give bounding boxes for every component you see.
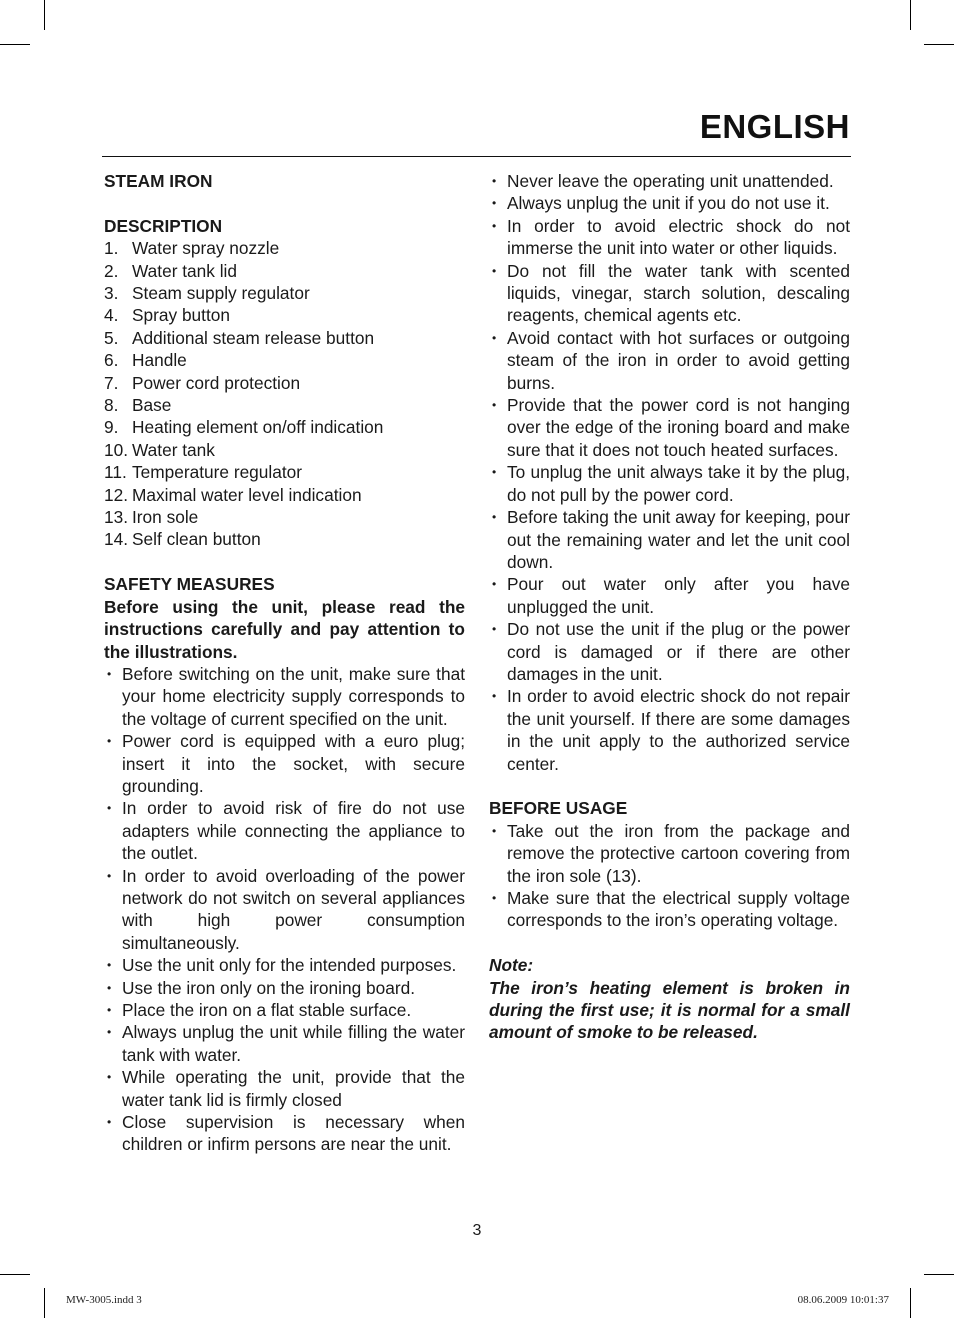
item-text: Base bbox=[132, 395, 172, 416]
safety-list-left bbox=[104, 663, 465, 1156]
safety-intro: Before using the unit, please read the instructions carefully and pay attention to the illustrations. bbox=[104, 596, 465, 662]
crop-mark bbox=[44, 1288, 45, 1318]
bullet-item: • Power cord is equipped with a euro plug; insert it into the socket, with secure grounding. bbox=[104, 730, 465, 797]
language-heading: ENGLISH bbox=[699, 108, 850, 145]
bullet-item: • In order to avoid electric shock do not repair the unit yourself. If there are some damages in the unit apply to the authorized service center. bbox=[489, 685, 850, 775]
product-title: STEAM IRON bbox=[104, 171, 213, 191]
list-item bbox=[104, 484, 465, 506]
bullet-item: • Close supervision is necessary when children or infirm persons are near the unit. bbox=[104, 1111, 465, 1156]
item-number: 9. bbox=[104, 417, 119, 438]
bullet-item: • While operating the unit, provide that the water tank lid is firmly closed bbox=[104, 1066, 465, 1111]
item-number: 8. bbox=[104, 395, 119, 416]
item-number: 4. bbox=[104, 305, 119, 326]
bullet-item: • Before switching on the unit, make sure that your home electricity supply corresponds to the voltage of current specified on the unit. bbox=[104, 663, 465, 730]
bullet-item: • Take out the iron from the package and remove the protective cartoon covering from the iron sole (13). bbox=[489, 820, 850, 887]
list-item bbox=[104, 528, 465, 550]
bullet-item: • Pour out water only after you have unplugged the unit. bbox=[489, 573, 850, 618]
item-text: Heating element on/off indication bbox=[132, 417, 384, 438]
item-number: 6. bbox=[104, 350, 119, 371]
before-usage-list bbox=[489, 820, 850, 932]
item-text: Maximal water level indication bbox=[132, 484, 362, 505]
note-body: The iron’s heating element is broken in during the first use; it is normal for a small amount of smoke to be released. bbox=[489, 977, 850, 1043]
item-number: 11. bbox=[104, 462, 127, 483]
list-item bbox=[104, 461, 465, 483]
description-list bbox=[104, 237, 465, 551]
bullet-item: • Never leave the operating unit unattended. bbox=[489, 170, 850, 192]
list-item bbox=[104, 394, 465, 416]
list-item bbox=[104, 506, 465, 528]
safety-heading: SAFETY MEASURES bbox=[104, 574, 275, 595]
list-item bbox=[104, 260, 465, 282]
note-title: Note: bbox=[489, 955, 534, 976]
bullet-item: • Do not fill the water tank with scented liquids, vinegar, starch solution, descaling reagents, chemical agents etc. bbox=[489, 260, 850, 327]
crop-mark bbox=[910, 0, 911, 30]
item-text: Iron sole bbox=[132, 507, 199, 528]
before-usage-heading: BEFORE USAGE bbox=[489, 798, 628, 819]
item-text: Temperature regulator bbox=[132, 462, 303, 483]
item-text: Water spray nozzle bbox=[132, 238, 280, 259]
bullet-item: • In order to avoid electric shock do not immerse the unit into water or other liquids. bbox=[489, 215, 850, 260]
safety-list-right bbox=[489, 170, 850, 775]
bullet-item: • Place the iron on a flat stable surface. bbox=[104, 999, 465, 1021]
item-number: 13. bbox=[104, 507, 129, 528]
bullet-item: • In order to avoid risk of fire do not use adapters while connecting the appliance to the outlet. bbox=[104, 797, 465, 864]
list-item bbox=[104, 372, 465, 394]
item-text: Water tank bbox=[132, 439, 215, 460]
item-number: 12. bbox=[104, 484, 129, 505]
list-item bbox=[104, 327, 465, 349]
item-text: Power cord protection bbox=[132, 372, 301, 393]
crop-mark bbox=[924, 44, 954, 45]
bullet-item: • In order to avoid overloading of the power network do not switch on several appliances with high power consumption simultaneously. bbox=[104, 865, 465, 955]
page-number: 3 bbox=[472, 1222, 482, 1239]
item-text: Steam supply regulator bbox=[132, 283, 310, 304]
list-item bbox=[104, 349, 465, 371]
description-heading: DESCRIPTION bbox=[104, 215, 223, 236]
crop-mark bbox=[924, 1274, 954, 1275]
bullet-item: • Before taking the unit away for keeping, pour out the remaining water and let the unit cool down. bbox=[489, 506, 850, 573]
item-text: Handle bbox=[132, 350, 187, 371]
item-number: 1. bbox=[104, 238, 119, 259]
list-item bbox=[104, 237, 465, 259]
item-text: Additional steam release button bbox=[132, 327, 375, 348]
left-column bbox=[104, 170, 465, 1156]
bullet-item: • Always unplug the unit while filling the water tank with water. bbox=[104, 1021, 465, 1066]
timestamp: 08.06.2009 10:01:37 bbox=[797, 1294, 889, 1306]
item-text: Self clean button bbox=[132, 529, 261, 550]
bullet-item: • Use the unit only for the intended purposes. bbox=[104, 954, 465, 976]
bullet-item: • Provide that the power cord is not hanging over the edge of the ironing board and make sure that it does not touch heated surfaces. bbox=[489, 394, 850, 461]
item-number: 5. bbox=[104, 327, 119, 348]
item-number: 7. bbox=[104, 372, 119, 393]
header-rule bbox=[102, 156, 851, 157]
bullet-item: • To unplug the unit always take it by the plug, do not pull by the power cord. bbox=[489, 461, 850, 506]
item-number: 14. bbox=[104, 529, 129, 550]
item-text: Spray button bbox=[132, 305, 230, 326]
bullet-item: • Always unplug the unit if you do not use it. bbox=[489, 192, 850, 214]
list-item bbox=[104, 282, 465, 304]
item-text: Water tank lid bbox=[132, 260, 238, 281]
list-item bbox=[104, 439, 465, 461]
item-number: 3. bbox=[104, 283, 119, 304]
bullet-item: • Make sure that the electrical supply voltage corresponds to the iron’s operating voltage. bbox=[489, 887, 850, 932]
crop-mark bbox=[910, 1288, 911, 1318]
list-item bbox=[104, 416, 465, 438]
crop-mark bbox=[0, 1274, 30, 1275]
file-slug: MW-3005.indd 3 bbox=[66, 1294, 142, 1306]
crop-mark bbox=[44, 0, 45, 30]
crop-mark bbox=[0, 44, 30, 45]
bullet-item: • Avoid contact with hot surfaces or outgoing steam of the iron in order to avoid getting burns. bbox=[489, 327, 850, 394]
list-item bbox=[104, 304, 465, 326]
item-number: 2. bbox=[104, 260, 119, 281]
right-column bbox=[489, 170, 850, 1044]
bullet-item: • Do not use the unit if the plug or the power cord is damaged or if there are other damages in the unit. bbox=[489, 618, 850, 685]
bullet-item: • Use the iron only on the ironing board. bbox=[104, 977, 465, 999]
item-number: 10. bbox=[104, 439, 129, 460]
